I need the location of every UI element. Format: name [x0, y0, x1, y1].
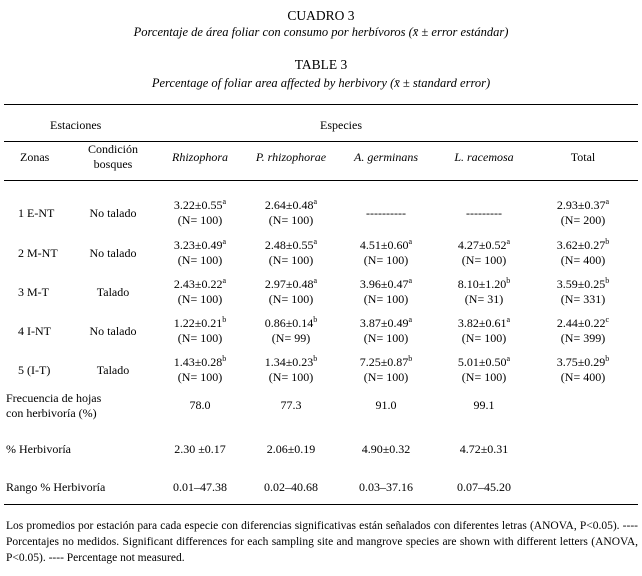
mean-value: 3.59±0.25 — [556, 277, 606, 291]
table-title-en: TABLE 3 — [294, 57, 348, 72]
summary-value-p-rhizophorae: 2.06±0.19 — [266, 442, 316, 456]
significance-letter: b — [605, 276, 610, 285]
significance-letter: a — [313, 237, 318, 246]
cell-a-germinans — [338, 277, 434, 307]
significance-letter: b — [313, 315, 318, 324]
sample-size: (N= 31) — [464, 292, 504, 306]
sample-size: (N= 100) — [177, 370, 223, 384]
cell-mean-se — [436, 277, 532, 292]
cell-mean-se — [243, 198, 339, 213]
cell-mean-se — [152, 238, 248, 253]
not-measured-dash: ---------- — [366, 206, 406, 220]
significance-letter: a — [313, 197, 318, 206]
summary-label — [6, 442, 71, 457]
significance-letter: a — [506, 354, 511, 363]
cell-a-germinans — [338, 238, 434, 268]
mean-value: 2.43±0.22 — [173, 277, 223, 291]
mean-value: 2.97±0.48 — [264, 277, 314, 291]
cell-rhizophora — [152, 198, 248, 228]
sample-size: (N= 100) — [177, 213, 223, 227]
table-subtitle-en: Percentage of foliar area affected by herbivory (x̄ ± standard error) — [151, 76, 491, 90]
col-header-total: Total — [570, 150, 596, 164]
mean-value: 4.27±0.52 — [457, 238, 507, 252]
cell-mean-se — [535, 277, 631, 292]
row-condition: No talado — [89, 324, 137, 338]
summary-value-l-racemosa: 0.07–45.20 — [457, 480, 511, 494]
sample-size: (N= 100) — [363, 253, 409, 267]
col-header-l-racemosa: L. racemosa — [454, 150, 514, 164]
cell-a-germinans — [338, 355, 434, 385]
cell-total — [535, 355, 631, 385]
sample-size: (N= 200) — [560, 213, 606, 227]
row-condition: Talado — [96, 285, 130, 299]
summary-value-rhizophora: 2.30 ±0.17 — [174, 442, 226, 456]
significance-letter: b — [605, 237, 610, 246]
col-header-condition: Condición bosques — [88, 142, 138, 171]
group-header-species: Especies — [320, 118, 362, 132]
summary-value-rhizophora: 78.0 — [189, 398, 211, 412]
summary-label-line2: con herbivoría (%) — [6, 406, 97, 420]
significance-letter: a — [222, 237, 227, 246]
cell-mean-se — [535, 355, 631, 370]
sample-size: (N= 331) — [560, 292, 606, 306]
cell-mean-se — [338, 316, 434, 331]
cell-mean-se — [436, 355, 532, 370]
column-header-rule — [4, 180, 638, 181]
mean-value: 3.87±0.49 — [359, 316, 409, 330]
summary-label — [6, 480, 105, 495]
mean-value: 2.44±0.22 — [556, 316, 606, 330]
mean-value: 3.23±0.49 — [173, 238, 223, 252]
sample-size: (N= 100) — [268, 213, 314, 227]
mean-value: 2.93±0.37 — [556, 198, 606, 212]
sample-size: (N= 100) — [268, 253, 314, 267]
summary-value-a-germinans: 0.03–37.16 — [359, 480, 413, 494]
cell-mean-se — [338, 355, 434, 370]
mean-value: 3.62±0.27 — [556, 238, 606, 252]
sample-size: (N= 399) — [560, 331, 606, 345]
sample-size: (N= 100) — [363, 370, 409, 384]
sample-size: (N= 400) — [560, 370, 606, 384]
cell-rhizophora — [152, 316, 248, 346]
row-condition: Talado — [96, 363, 130, 377]
summary-value-rhizophora: 0.01–47.38 — [173, 480, 227, 494]
summary-label-line1: Frecuencia de hojas — [6, 391, 102, 405]
mean-value: 1.34±0.23 — [264, 355, 314, 369]
cell-mean-se — [152, 198, 248, 213]
mean-value: 1.22±0.21 — [173, 316, 223, 330]
not-measured-dash: --------- — [466, 206, 502, 220]
table-footnote: Los promedios por estación para cada especie con diferencias significativas están señalados con diferentes letras (ANOVA, P<0.05). ---- Porcentajes no medidos. Significant differences for each sampling site and mangrove species are shown with different letters (ANOVA, P<0.05). ---- Percentage not measured. — [6, 520, 638, 564]
sample-size: (N= 100) — [268, 292, 314, 306]
sample-size: (N= 100) — [461, 331, 507, 345]
significance-letter: b — [408, 354, 413, 363]
cell-mean-se — [338, 238, 434, 253]
col-header-p-rhizophorae: P. rhizophorae — [255, 150, 327, 164]
sample-size: (N= 100) — [461, 370, 507, 384]
cell-mean-se — [152, 316, 248, 331]
cell-l-racemosa — [436, 277, 532, 307]
cell-mean-se — [243, 316, 339, 331]
cell-a-germinans — [338, 316, 434, 346]
summary-label — [6, 391, 101, 421]
top-rule — [4, 104, 638, 105]
col-header-rhizophora: Rhizophora — [171, 150, 228, 164]
mean-value: 5.01±0.50 — [457, 355, 507, 369]
cell-rhizophora — [152, 355, 248, 385]
cell-p-rhizophorae — [243, 198, 339, 228]
cell-mean-se — [436, 316, 532, 331]
sample-size: (N= 100) — [268, 370, 314, 384]
cell-mean-se — [243, 355, 339, 370]
significance-letter: b — [605, 354, 610, 363]
sample-size: (N= 100) — [177, 331, 223, 345]
cell-mean-se — [243, 277, 339, 292]
row-zone: 3 M-T — [18, 285, 49, 299]
significance-letter: a — [605, 197, 610, 206]
mean-value: 4.51±0.60 — [359, 238, 409, 252]
sample-size: (N= 99) — [271, 331, 311, 345]
summary-value-p-rhizophorae: 77.3 — [280, 398, 302, 412]
cell-p-rhizophorae — [243, 277, 339, 307]
significance-letter: a — [408, 237, 413, 246]
cell-mean-se — [338, 277, 434, 292]
significance-letter: a — [222, 197, 227, 206]
col-header-zone: Zonas — [20, 150, 50, 164]
cell-mean-se — [535, 238, 631, 253]
cell-total — [535, 277, 631, 307]
cell-rhizophora — [152, 277, 248, 307]
col-header-a-germinans: A. germinans — [354, 150, 418, 164]
mean-value: 1.43±0.28 — [173, 355, 223, 369]
summary-value-l-racemosa: 4.72±0.31 — [459, 442, 509, 456]
significance-letter: a — [222, 276, 227, 285]
cell-p-rhizophorae — [243, 355, 339, 385]
significance-letter: b — [222, 315, 227, 324]
cell-mean-se — [535, 198, 631, 213]
cell-rhizophora — [152, 238, 248, 268]
mean-value: 2.64±0.48 — [264, 198, 314, 212]
sample-size: (N= 100) — [363, 331, 409, 345]
sample-size: (N= 100) — [363, 292, 409, 306]
summary-value-l-racemosa: 99.1 — [473, 398, 495, 412]
row-zone: 5 (I-T) — [18, 363, 51, 377]
sample-size: (N= 100) — [461, 253, 507, 267]
summary-value-a-germinans: 91.0 — [375, 398, 397, 412]
mean-value: 3.82±0.61 — [457, 316, 507, 330]
summary-value-a-germinans: 4.90±0.32 — [361, 442, 411, 456]
cell-mean-se — [152, 277, 248, 292]
row-condition: No talado — [89, 206, 137, 220]
sample-size: (N= 100) — [177, 253, 223, 267]
significance-letter: b — [506, 276, 511, 285]
mean-value: 3.96±0.47 — [359, 277, 409, 291]
bottom-rule — [4, 504, 638, 505]
significance-letter: b — [313, 354, 318, 363]
significance-letter: a — [506, 237, 511, 246]
significance-letter: b — [222, 354, 227, 363]
mean-value: 3.75±0.29 — [556, 355, 606, 369]
row-zone: 4 I-NT — [18, 324, 51, 338]
table-subtitle-es: Porcentaje de área foliar con consumo por herbívoros (x̄ ± error estándar) — [133, 25, 509, 39]
cell-a-germinans — [338, 206, 434, 221]
cell-p-rhizophorae — [243, 316, 339, 346]
group-header-stations: Estaciones — [50, 118, 102, 132]
cell-mean-se — [436, 238, 532, 253]
cell-l-racemosa — [436, 316, 532, 346]
row-zone: 2 M-NT — [18, 246, 58, 260]
cell-total — [535, 238, 631, 268]
mean-value: 8.10±1.20 — [457, 277, 507, 291]
cell-total — [535, 198, 631, 228]
cell-l-racemosa — [436, 355, 532, 385]
mean-value: 2.48±0.55 — [264, 238, 314, 252]
mean-value: 0.86±0.14 — [264, 316, 314, 330]
cell-mean-se — [152, 355, 248, 370]
significance-letter: c — [605, 315, 610, 324]
table-title-es: CUADRO 3 — [287, 8, 355, 23]
significance-letter: a — [408, 276, 413, 285]
sample-size: (N= 100) — [177, 292, 223, 306]
significance-letter: a — [506, 315, 511, 324]
cell-p-rhizophorae — [243, 238, 339, 268]
mean-value: 3.22±0.55 — [173, 198, 223, 212]
row-zone: 1 E-NT — [18, 206, 55, 220]
row-condition: No talado — [89, 246, 137, 260]
cell-l-racemosa — [436, 238, 532, 268]
sample-size: (N= 400) — [560, 253, 606, 267]
significance-letter: a — [408, 315, 413, 324]
significance-letter: a — [313, 276, 318, 285]
cell-mean-se — [535, 316, 631, 331]
cell-total — [535, 316, 631, 346]
summary-label-line1: Rango % Herbivoría — [6, 480, 106, 494]
cell-l-racemosa — [436, 206, 532, 221]
cell-mean-se — [243, 238, 339, 253]
summary-value-p-rhizophorae: 0.02–40.68 — [264, 480, 318, 494]
mean-value: 7.25±0.87 — [359, 355, 409, 369]
summary-label-line1: % Herbivoría — [6, 442, 71, 456]
